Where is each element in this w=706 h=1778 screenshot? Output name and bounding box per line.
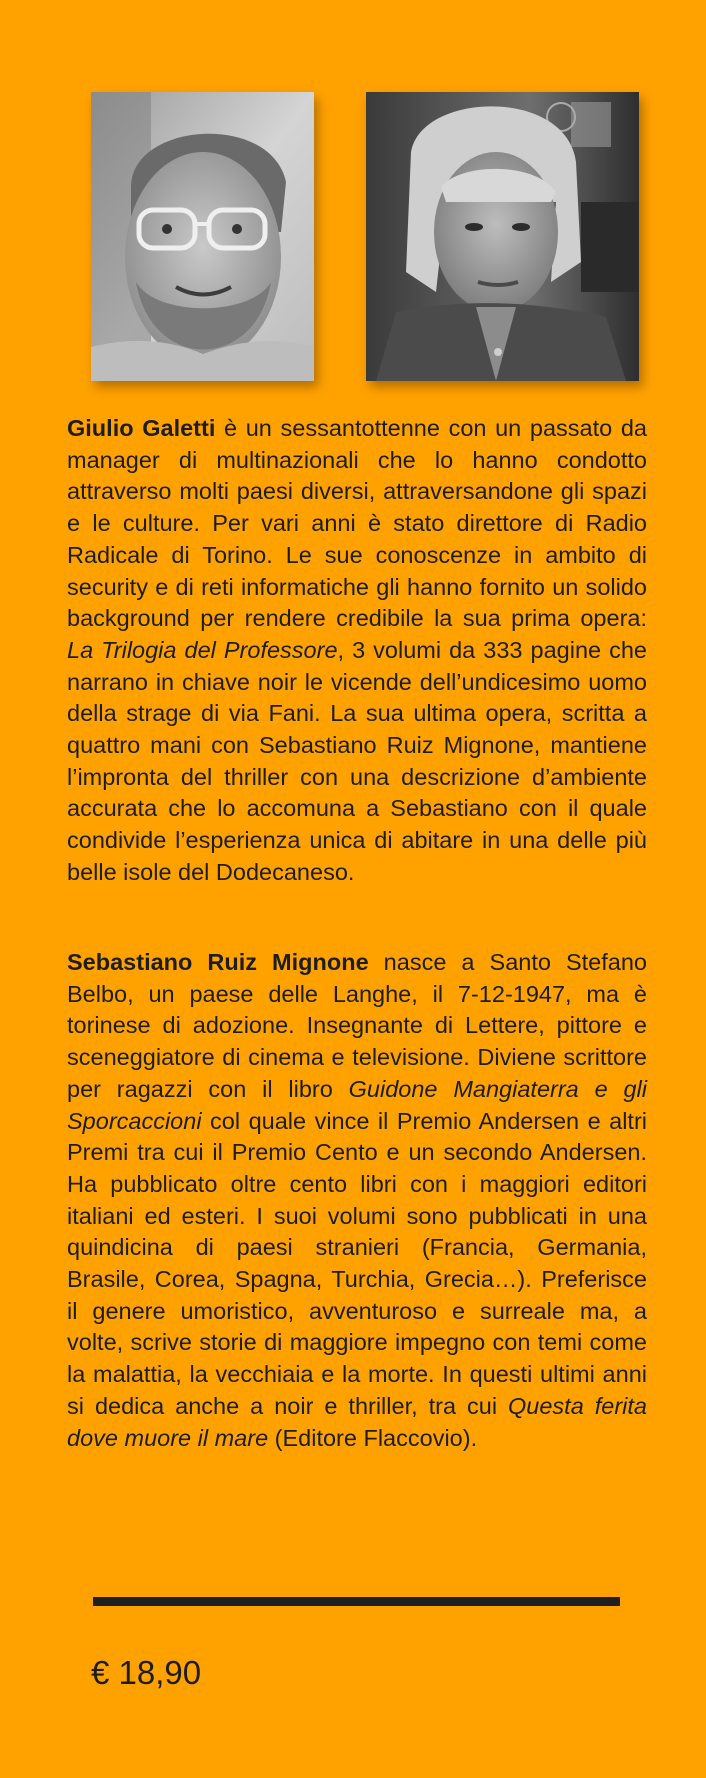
bio-mignone-text-1: nasce a Santo Stefano Belbo, un paese delle Langhe, il 7-12-1947, ma è torinese di adozione. Insegnante di Lettere, pittore e sceneggiatore di cinema e televisione. Diviene scrittore per ragazzi con il libro (67, 949, 647, 1102)
book-title-questa-ferita: Questa ferita dove muore il mare (67, 1392, 647, 1451)
divider-rule (93, 1597, 620, 1606)
author-photo-mignone (366, 92, 639, 381)
price-label: € 18,90 (91, 1654, 202, 1691)
bio-mignone-text-3: (Editore Flaccovio). (268, 1424, 478, 1451)
author-name-galetti: Giulio Galetti (67, 415, 216, 441)
author-name-mignone: Sebastiano Ruiz Mignone (67, 949, 369, 975)
book-title-trilogia: La Trilogia del Professore (67, 636, 338, 663)
book-title-guidone: Guidone Mangiaterra e gli Sporcaccioni (67, 1075, 647, 1134)
author-photo-galetti (91, 92, 314, 381)
bio-sebastiano-ruiz-mignone (67, 947, 647, 1454)
bio-mignone-text-2: col quale vince il Premio Andersen e altri Premi tra cui il Premio Cento e un secondo Andersen. Ha pubblicato oltre cento libri con i maggiori editori italiani ed esteri. I suoi volumi sono pubblicati in una quindicina di paesi stranieri (Francia, Germania, Brasile, Corea, Spagna, Turchia, Grecia…). Preferisce il genere umoristico, avventuroso e surreale ma, a volte, scrive storie di maggiore impegno con temi come la malattia, la vecchiaia e la morte. In questi ultimi anni si dedica anche a noir e thriller, tra cui (67, 1107, 647, 1419)
bio-galetti-text-1: è un sessantottenne con un passato da manager di multinazionali che lo hanno condotto attraverso molti paesi diversi, attraversandone gli spazi e le culture. Per vari anni è stato direttore di Radio Radicale di Torino. Le sue conoscenze in ambito di security e di reti informatiche gli hanno fornito un solido background per rendere credibile la sua prima opera: (67, 415, 648, 632)
bio-giulio-galetti (67, 413, 647, 889)
bio-galetti-text-2: , 3 volumi da 333 pagine che narrano in chiave noir le vicende dell’undicesimo uomo della strage di via Fani. La sua ultima opera, scritta a quattro mani con Sebastiano Ruiz Mignone, mantiene l’impronta del thriller con una descrizione d’ambiente accurata che lo accomuna a Sebastiano con il quale condivide l’esperienza unica di abitare in una delle più belle isole del Dodecaneso. (67, 636, 647, 885)
